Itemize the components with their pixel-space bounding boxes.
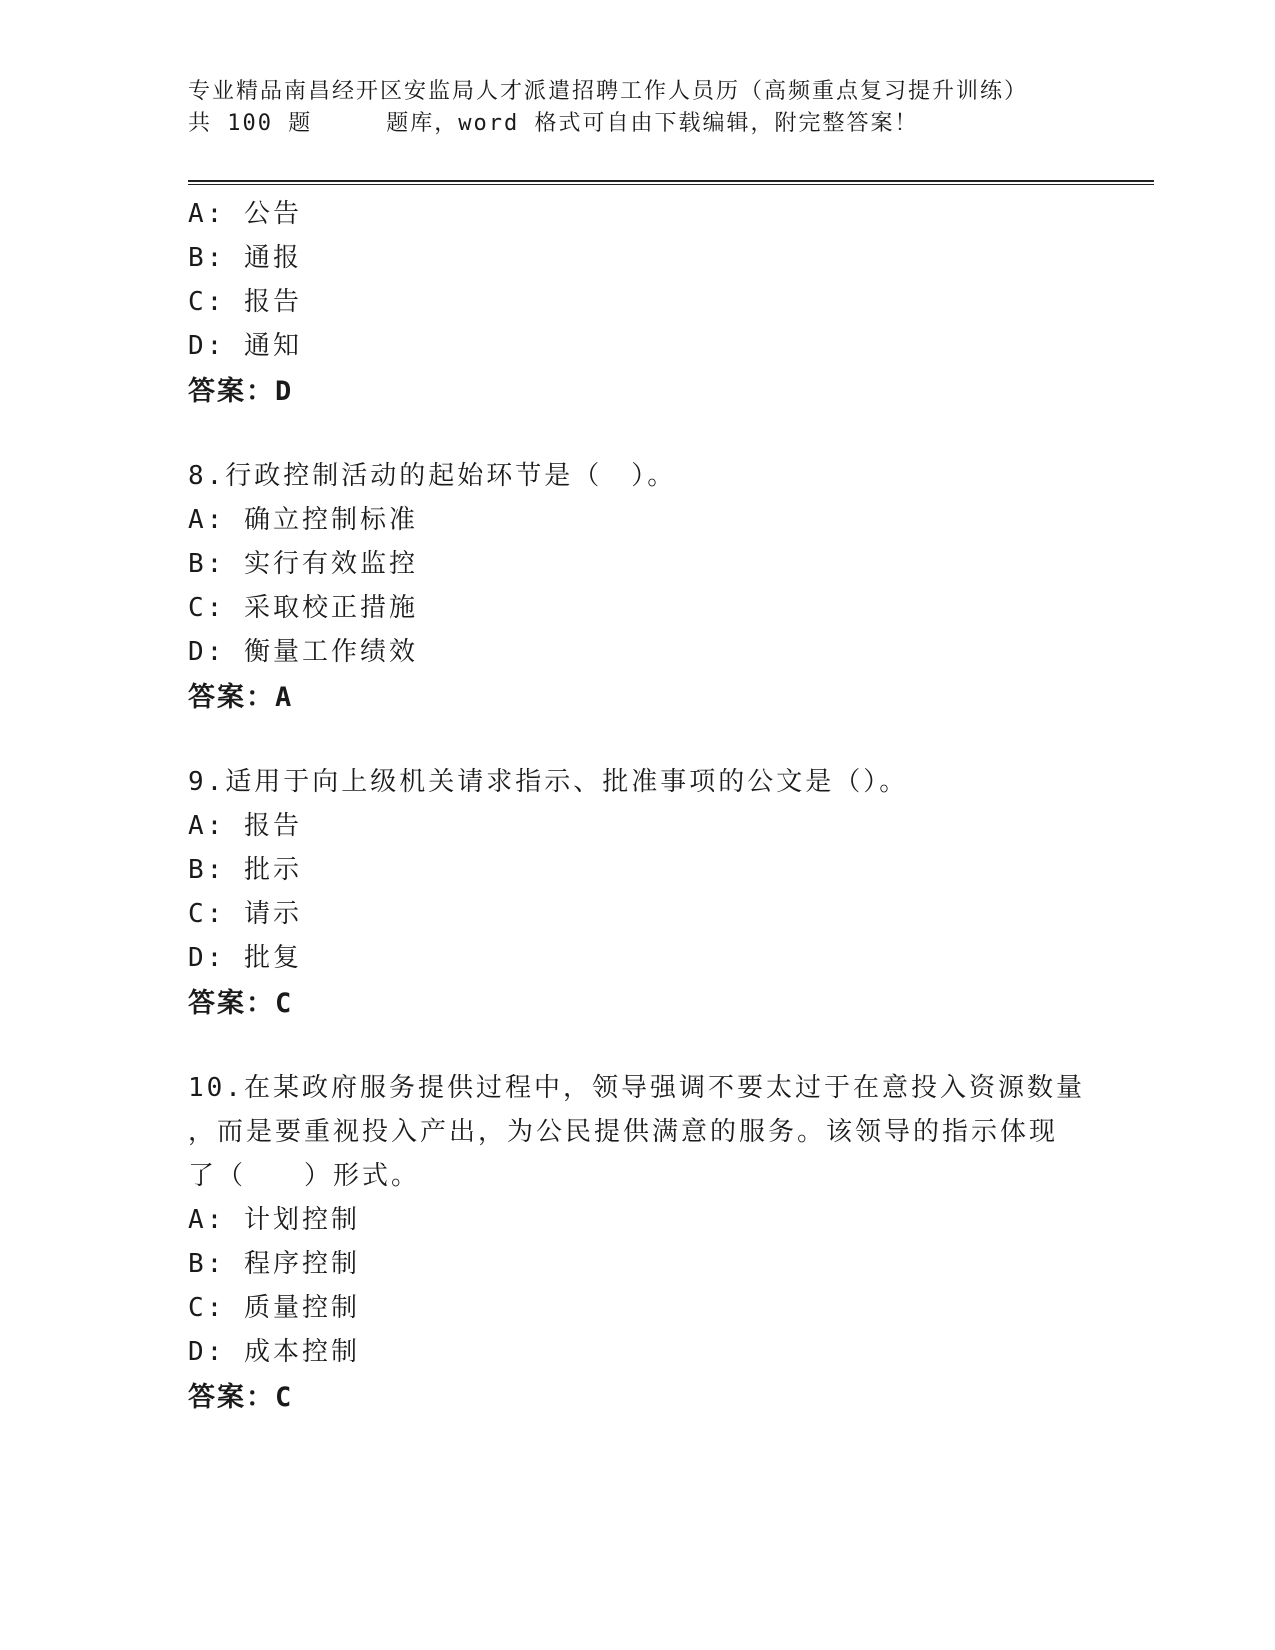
header-title: 专业精品南昌经开区安监局人才派遣招聘工作人员历（高频重点复习提升训练）: [188, 79, 1029, 104]
header-subtitle: [188, 108, 1028, 140]
q8-option-b: B: 实行有效监控: [188, 549, 418, 579]
q7-option-b: B: 通报: [188, 243, 302, 273]
q7-option-c: C: 报告: [188, 287, 302, 317]
document-header: [188, 76, 1028, 140]
q10-option-a: A: 计划控制: [188, 1205, 360, 1235]
header-divider-thin: [188, 184, 1154, 185]
header-note: 题库，word 格式可自由下载编辑，附完整答案！: [386, 111, 919, 136]
q9-option-b: B: 批示: [188, 855, 302, 885]
header-divider: [188, 180, 1154, 182]
q9-answer: 答案：C: [188, 988, 294, 1019]
q8-stem: 8.行政控制活动的起始环节是（ ）。: [188, 461, 677, 491]
q10-option-d: D: 成本控制: [188, 1337, 360, 1367]
q8-option-c: C: 采取校正措施: [188, 593, 418, 623]
q9-option-c: C: 请示: [188, 899, 302, 929]
q10-option-b: B: 程序控制: [188, 1249, 360, 1279]
q10-stem-line3: 了（ ）形式。: [188, 1161, 421, 1191]
q8-option-d: D: 衡量工作绩效: [188, 637, 418, 667]
q7-option-a: A: 公告: [188, 199, 302, 229]
q8-option-a: A: 确立控制标准: [188, 505, 418, 535]
q10-option-c: C: 质量控制: [188, 1293, 360, 1323]
q9-stem: 9.适用于向上级机关请求指示、批准事项的公文是（）。: [188, 767, 909, 797]
question-count: 共 100 题: [188, 111, 313, 136]
q7-option-d: D: 通知: [188, 331, 302, 361]
q8-answer: 答案：A: [188, 682, 294, 713]
q10-answer: 答案：C: [188, 1382, 294, 1413]
q7-answer: 答案：D: [188, 376, 294, 407]
q9-option-d: D: 批复: [188, 943, 302, 973]
q10-stem-line2: ，而是要重视投入产出，为公民提供满意的服务。该领导的指示体现: [188, 1117, 1059, 1147]
q9-option-a: A: 报告: [188, 811, 302, 841]
q10-stem-line1: 10.在某政府服务提供过程中，领导强调不要太过于在意投入资源数量: [188, 1073, 1085, 1103]
